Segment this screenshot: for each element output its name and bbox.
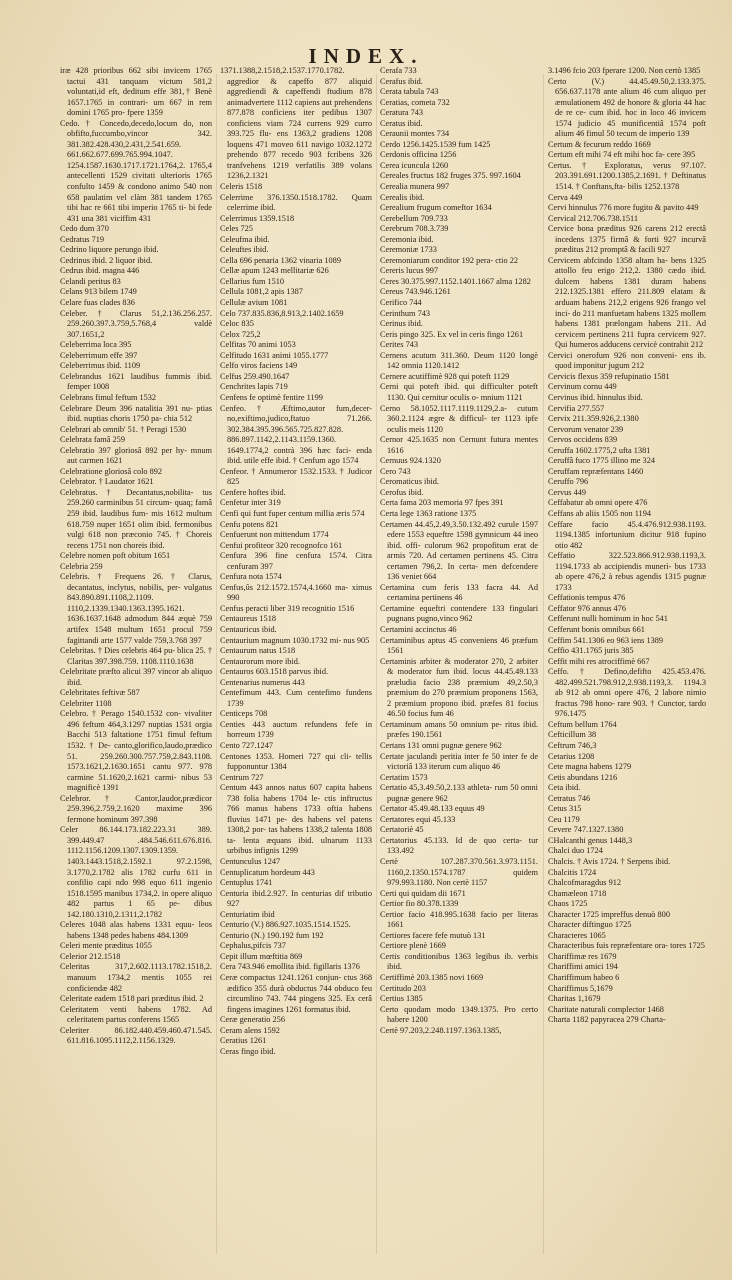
index-entry: Celebrari ab omnib' 51. † Peragi 1530 (60, 424, 187, 434)
index-entry: Centauricus ibid. (220, 624, 277, 634)
index-entry: Celebre nomen poft obitum 1651 (60, 551, 171, 561)
index-entry: Celebratione gloriosâ colo 892 (60, 466, 163, 476)
index-entry: Cernor 425.1635 non Cernunt futura mentes 1616 (380, 435, 538, 455)
index-entry: Centaurium magnum 1030.1732 mi- nus 905 (220, 635, 370, 645)
index-entry: Cerafus ibid. (380, 76, 423, 86)
index-entry: Character 1725 impreffus denuò 800 (548, 909, 670, 919)
index-entry: Cevere 747.1327.1380 (548, 825, 624, 835)
index-entry: Celfus 259.490.1647 (220, 371, 290, 381)
index-entry: Celeriter 86.182.440.459.460.471.545. 611.816.1095.1112,2.1156.1329. (60, 1025, 212, 1046)
index-entry: Cellula 1081,2 apis 1387 (220, 287, 303, 297)
index-entry: Cerealis ibid. (380, 192, 425, 202)
index-entry: Centauros 603.1518 parvus ibid. (220, 667, 329, 677)
index-entry: Cenfetur inter 319 (220, 498, 281, 508)
index-entry: Ceruffâ fuco 1775 illino me 324 (548, 456, 655, 466)
index-entry: Ceruffo 796 (548, 477, 589, 487)
index-entry: Chalcitis 1724 (548, 867, 597, 877)
index-entry: Character diftinguo 1725 (548, 920, 632, 930)
index-entry: Cenfus peracti liber 319 recognitio 1516 (220, 603, 355, 613)
index-entry: Certior fio 80.378.1339 (380, 899, 459, 909)
index-entry: Cervi hinnulus 776 more fugito & pavito 449 (548, 203, 699, 213)
index-entry: Celebritate præfto alicui 397 vincor ab aliquo ibid. (60, 667, 212, 687)
index-entry: Celebrans fimul feftum 1532 (60, 392, 157, 402)
index-entry: Centaurorum more ibid. (220, 656, 300, 666)
index-entry: Ceræ generatio 256 (220, 1015, 285, 1025)
index-entry: Cenfeo. † Æftimo,autor fum,decer- no,exiftimo,judico,ftatuo 71.266. 302.384.395.396.565.725.827.828. 886.897.1142,2.1143.1159.1360. 1649.1774,2 contrà 396 hæc faci- enda ibid. utile effe ibid. † Cenfum ago 1574 (220, 403, 372, 466)
index-entry: Centrum 727 (220, 772, 264, 782)
index-entry: Celox 725,2 (220, 329, 261, 339)
index-entry: Celeufma ibid. (220, 234, 270, 244)
index-entry: Cervos occidens 839 (548, 435, 618, 445)
index-entry: Cedrinus ibid. 2 liquor ibid. (60, 255, 153, 265)
index-entry: Cedratus 719 (60, 234, 105, 244)
index-entry: Cerites 743 (380, 340, 419, 350)
index-entry: Certaminis arbiter & moderator 270, 2 arbiter & moderator fum ibid. locus 44.45.49.133 præludia facio 238 præmium 49,2.50,3 præmium do 270 præmium proponens 1563, 2 præmium propono ibid. præfes 81 focius 46.50 focius fum 46 (380, 656, 538, 719)
index-entry: Ceromaticus ibid. (380, 477, 439, 487)
index-entry: Celebratus. † Decantatus,nobilita- tus 259.260 carminibus 51 circum- quaq; famâ 259 ibid. laudibus fum- mis 1612 multum 618.759 nuper 1651 olim ibid. fermonibus vulgi 618 non præconio 745. † Choreis recens 1751 non choreis ibid. (60, 487, 212, 550)
index-column-2 (220, 66, 372, 1057)
index-entry: Celfitas 70 animi 1053 (220, 340, 296, 350)
index-entry: Ceffator 976 annus 476 (548, 603, 626, 613)
index-entry: Certatorius 45.133. Id de quo certa- tur 133.492 (380, 835, 538, 856)
index-entry: Certatores equi 45.133 (380, 814, 456, 824)
index-entry: Cervus 449 (548, 487, 587, 497)
index-entry: Certamina cum feris 133 facra 44. Ad certamina pertinens 46 (380, 582, 538, 603)
index-entry: Cernens acutum 311.360. Deum 1120 longè 142 omnia 1120.1412 (380, 350, 538, 371)
index-entry: Cenfu potens 821 (220, 519, 279, 529)
index-entry: Cedo dum 370 (60, 224, 109, 234)
index-entry: Cervice bona præditus 926 carens 212 erectâ incedens 1375 firmâ & forti 927 incurvâ præditus 212 promptâ & facili 927 (548, 224, 706, 255)
index-entry: Charta 1182 papyracea 279 Charta- (548, 1015, 666, 1025)
index-entry: Cetus 315 (548, 804, 582, 814)
index-entry: Certa fama 203 memoria 97 fpes 391 (380, 498, 504, 508)
index-entry: Cefferunt nulli hominum in hoc 541 (548, 614, 668, 624)
index-entry: Celoc 835 (220, 319, 254, 329)
index-entry: Cenfens fe optimè fentire 1199 (220, 392, 323, 402)
index-entry: Celebrandus 1621 laudibus fummis ibid. femper 1008 (60, 371, 212, 392)
index-entry: Celebria 259 (60, 561, 103, 571)
index-entry: Celerior 212.1518 (60, 951, 121, 961)
index-entry: Cerealia munera 997 (380, 182, 450, 192)
index-entry: Cervici onerofum 926 non conveni- ens ib. quod imponitur jugum 212 (548, 350, 706, 371)
index-entry: Celebro. † Perago 1540.1532 con- vivaliter 496 feftum 464,3.1297 nuptias 1531 orgia Bacchi 513 faltatione 1751 fimul feftum 1532. † De- canto,glorifico,laudo,prædico 51. 259.260.300.757.759,2.843.1108. 1573.1621,2.1630.1651 cantu 977. 978 carmine 51.1620,2.1621 carmi- nibus 53 magnificè 1391 (60, 709, 212, 793)
index-entry: Cella 696 penaria 1362 vinaria 1089 (220, 255, 341, 265)
index-entry: Ceremoniarum conditor 192 pera- ctio 22 (380, 255, 519, 265)
index-entry: Cellarius fum 1510 (220, 276, 285, 286)
index-entry: Cervicem abfcindo 1358 altam ha- bens 1325 attollo feu erigo 212,2. 1380 cædo ibid. dulcem habens 1381 duram habens 212.1325.1381 effero 211.809 elatam & arduam habens 212,2 erigens 926 frango vel inci- do 211 manfuetam habens 1325 mollem habens 1381 prælongam habens 211. Ad cervicem pertinens 211 fupra cervicem 927. Qui humeros adducens cervicè contrahit 212 (548, 255, 706, 350)
index-entry: Ceruffa 1602.1775,2 ufta 1381 (548, 445, 651, 455)
index-entry: Celebrator. † Laudator 1621 (60, 477, 154, 487)
index-entry: Centaureus 1518 (220, 614, 276, 624)
index-entry: Certiffimè 203.1385 novi 1669 (380, 973, 484, 983)
index-entry: Cervix 211.359.926,2.1380 (548, 414, 639, 424)
index-entry: Chariffimi amici 194 (548, 962, 618, 972)
index-entry: Chalcis. † Avis 1724. † Serpens ibid. (548, 857, 671, 867)
index-entry: Cernuus 924.1320 (380, 456, 441, 466)
index-entry: Cefferunt bonis omnibus 661 (548, 624, 645, 634)
index-entry: Certis conditionibus 1363 legibus ib. verbis ibid. (380, 951, 538, 972)
index-entry: Chaos 1725 (548, 899, 588, 909)
index-entry: Ceratius 1261 (220, 1036, 267, 1046)
index-entry: Centunculus 1247 (220, 857, 281, 867)
index-entry: Cerinthum 743 (380, 308, 431, 318)
index-entry: Centaurum natus 1518 (220, 646, 296, 656)
index-entry: Ceftrum 746,3 (548, 741, 597, 750)
index-entry: Ceratias, cometa 732 (380, 97, 450, 107)
index-entry: Cellulæ avium 1081 (220, 298, 288, 308)
index-entry: Ceu 1179 (548, 814, 580, 824)
index-entry: Cete magna habens 1279 (548, 762, 632, 772)
index-entry: Certatim 1573 (380, 772, 428, 782)
index-entry: Ceremoniæ 1733 (380, 245, 437, 255)
index-entry: Cervifia 277.557 (548, 403, 605, 413)
index-entry: Ceffans ab aliis 1505 non 1194 (548, 508, 652, 518)
index-entry: Certior facio 418.995.1638 facio per literas 1661 (380, 909, 538, 930)
index-entry: Certiores facere fefe mutuò 131 (380, 930, 486, 940)
index-entry: Certamen 44.45,2.49,3.50.132.492 curule 1597 edere 1553 equeftre 1598 gymnicum 44 ineo ibid. offi- culorum 962 propofitum erat de armis 720. Ad certamen pertinens 45. Citra certamen 796,2. In certa- men defcendere 136 veniet 664 (380, 519, 538, 582)
index-entry: Cenfere hoftes ibid. (220, 487, 286, 497)
index-entry: Centiceps 708 (220, 709, 268, 719)
index-entry: Ceffio 431.1765 juris 385 (548, 646, 634, 656)
index-entry: Centuplus 1741 (220, 878, 273, 888)
index-entry: Ceras fingo ibid. (220, 1046, 276, 1056)
index-entry: Cefticillum 38 (548, 730, 597, 740)
index-entry: Celeritatem venti habens 1782. Ad celeritatem partus conferens 1565 (60, 1004, 212, 1025)
index-entry: Cero 743 (380, 466, 411, 476)
index-entry: Celeritas 317,2.602.1113.1782.1518,2. manuum 1734,2 mentis 1055 rei conficiendæ 482 (60, 962, 212, 993)
index-entry: Celeuftes ibid. (220, 245, 269, 255)
index-entry: Celfitudo 1631 animi 1055.1777 (220, 350, 329, 360)
index-entry: Cerifico 744 (380, 298, 422, 308)
index-entry: Characteribus fuis repræfentare ora- tores 1725 (548, 941, 705, 951)
index-entry: Celebritas. † Dies celebris 464 pu- blica 25. † Claritas 397.398.759. 1108.1110.1638 (60, 646, 212, 666)
index-entry: Chamæleon 1718 (548, 888, 607, 898)
index-column-3 (380, 66, 538, 1036)
index-entry: Centurio (V.) 886.927.1035.1514.1525. (220, 920, 351, 930)
index-entry: Celerrime 376.1350.1518.1782. Quam celerrime ibid. (220, 192, 372, 213)
index-entry: Celandi peritus 83 (60, 276, 121, 286)
index-entry: Celebrare Deum 396 natalitia 391 nu- ptias ibid. nuptias choris 1750 pa- chia 512 (60, 403, 212, 424)
index-entry: Celes 725 (220, 224, 253, 234)
index-entry: Celfo viros faciens 149 (220, 361, 298, 371)
index-entry: Ceta ibid. (548, 783, 581, 793)
index-entry: Centuria ibid.2.927. In centurias dif tributio 927 (220, 888, 372, 909)
index-entry: Cento 727.1247 (220, 741, 274, 750)
index-entry: Ceffo. † Defino,defifto 425.453.476. 482.499.521.798.912,2.938.1193,3. 1194.3 ab 912 ab omni opere 476, 2 labore nimio fractus 798 hono- rare 903. † Cunctor, tardo 976.1475 (548, 667, 706, 719)
index-entry: Ceraunii montes 734 (380, 129, 450, 139)
index-entry: Ceram alens 1592 (220, 1025, 280, 1035)
index-entry: Cellæ apum 1243 mellitariæ 626 (220, 266, 329, 276)
index-entry: Cedo. † Concedo,decedo,locum do, non obfifto,fuccumbo,vincor 342. 381.382.428.430,2.431,2.541.659. 661.662.677.699.765.994.1047. 1254.1587.1630.1717.1721.1764,2. 1765,4 antecellenti 1529 civitati ulterioris 1765 confulto 1459 & condono animo 540 non 658 paulatim vel clàm 381 tandem 1765 tibi hac re 661 tibi imperio 1765 ti- bi fede 431 una 381 viciffim 431 (60, 118, 212, 223)
index-entry: Cedrus ibid. magna 446 (60, 266, 140, 276)
index-entry: Charitas 1,1679 (548, 994, 601, 1004)
index-entry: Celebrata famâ 259 (60, 435, 125, 445)
index-entry: Ceris pingo 325. Ex vel in ceris fingo 1261 (380, 329, 524, 339)
index-entry: Certius 1385 (380, 994, 423, 1004)
index-entry: Cerebellum 709.733 (380, 213, 448, 223)
index-entry: Certitudo 203 (380, 983, 426, 993)
index-entry: Certo (V.) 44.45.49.50,2.133.375. 656.637.1178 ante alium 46 cum aliquo per æmulationem 492 de honore & gloria 44 hac de re ce- cum ibid. hoc in loco 46 invicem 1574 judicio 45 munificentiâ 1574 poft alium 46 fimul 50 tecum de imperio 139 (548, 76, 706, 139)
index-entry: Cenfura 396 fine cenfura 1574. Citra cenfuram 397 (220, 551, 372, 571)
index-entry: Certus. † Exploratus, verus 97.107. 203.391.691.1200.1385,2.1691. † Deftinatus 1514. † Conftans,fta- bilis 1252.1378 (548, 160, 706, 192)
index-entry: 3.1496 fcio 203 fperare 1200. Non certò 1385 (548, 66, 701, 75)
index-entry: Cervical 212.706.738.1511 (548, 213, 639, 223)
index-entry: Ceffit mihi res atrociffimè 667 (548, 656, 650, 666)
index-entry: Celeritate eadem 1518 pari præditus ibid. 2 (60, 994, 204, 1004)
index-entry: iræ 428 prioribus 662 sibi invicem 1765 tactui 431 tanquam victum 581,2 voluntati,id eft, deditum effe 381,† Benè 1657.1765 in contrari- um 667 in rem domini 1765 pro- fpere 1359 (60, 66, 212, 118)
index-entry: Cervicis flexus 359 refupinatio 1581 (548, 371, 670, 381)
index-entry: Cenfi qui funt fuper centum millia æris 574 (220, 508, 365, 518)
index-entry: Cenfeor. † Annumeror 1532.1533. † Judicor 825 (220, 466, 372, 487)
index-entry: Chalci duo 1724 (548, 846, 603, 856)
index-entry: Ceres 30.375.997.1152.1401.1667 alma 1282 (380, 276, 531, 286)
index-entry: Cedrino liquore perungo ibid. (60, 245, 159, 255)
index-entry: Celeris 1518 (220, 182, 263, 192)
index-entry: Cerafa 733 (380, 66, 417, 75)
index-entry: Ceremonia ibid. (380, 234, 434, 244)
index-entry: Cerva 449 (548, 192, 583, 202)
index-entry: Centurio (N.) 190.192 fum 192 (220, 930, 324, 940)
index-entry: Cera 743.946 emollita ibid. figillaris 1376 (220, 962, 360, 972)
index-entry: Cerdonis officina 1256 (380, 150, 457, 160)
index-entry: Celeber. † Clarus 51,2.136.256.257. 259.260.397.3.759,5.768,4 valdè 307.1651,2 (60, 308, 212, 339)
index-entry: Cepit illum mœftitia 869 (220, 951, 303, 961)
index-entry: Cerinus ibid. (380, 319, 423, 329)
index-entry: Ceratura 743 (380, 108, 424, 118)
index-entry: Cerebrum 708.3.739 (380, 224, 449, 234)
index-entry: Centum 443 annos natus 607 capita habens 738 folia habens 1704 le- ctis inftructus 766 manus habens 1733 oftia habens fluvius 1471 pe- des habens vel patens 1308,2 por- tas habens 1338,2 talenta 1808 ta- lenta æquans ibid. ulnarum 1133 urbibus infignis 1299 (220, 783, 372, 856)
index-entry: Cephalus,pifcis 737 (220, 941, 286, 951)
index-entry: Certo quodam modo 1349.1375. Pro certo habere 1200 (380, 1004, 538, 1025)
index-entry: Celebratio 397 gloriosâ 892 per hy- mnum aut carmen 1621 (60, 445, 212, 466)
index-entry: Certum & fecurum reddo 1669 (548, 139, 651, 149)
index-entry: Cenfui profiteor 320 recognofco 161 (220, 540, 343, 550)
index-entry: Certatio 45,3.49.50,2.133 athleta- rum 50 omni pugnæ genere 962 (380, 783, 538, 803)
index-entry: Cerni qui poteft ibid. qui difficulter poteft 1130. Qui cernitur oculis o- mnium 1121 (380, 382, 538, 402)
index-entry: Ceffabatur ab omni opere 476 (548, 498, 648, 508)
index-entry: Certiore plenè 1669 (380, 941, 446, 951)
index-entry: Celerrimus 1359.1518 (220, 213, 295, 223)
index-entry: Celeres 1048 alas habens 1331 equu- leos habens 1348 pedes habens 484.1309 (60, 920, 212, 940)
index-entry: Certè 107.287.370.561.3.973.1151. 1160,2.1350.1574.1787 quidem 979.993.1180. Non certè 1157 (380, 857, 538, 888)
index-entry: Charitate naturali complector 1468 (548, 1004, 664, 1014)
index-entry: Cerea icuncula 1260 (380, 160, 449, 170)
index-entry: Chariffimus 5,1679 (548, 983, 613, 993)
index-entry: Ceffim 541.1306 eo 963 iens 1389 (548, 635, 664, 645)
index-entry: Ceffatio 322.523.866.912.938.1193,3. 1194.1733 ab accipiendis munerì- bus 1733 ab opere 476,2 à rebus agendis 1315 pugnæ 1733 (548, 551, 706, 592)
index-entry: Ceftum bellum 1764 (548, 719, 617, 729)
index-entry: Certa lege 1363 ratione 1375 (380, 508, 477, 518)
index-entry: Cereales fructus 182 fruges 375. 997.1604 (380, 171, 521, 181)
index-entry: Certamini accinctus 46 (380, 624, 457, 634)
index-entry: Centenarius numerus 443 (220, 677, 305, 687)
index-entry: Cereris lucus 997 (380, 266, 439, 276)
index-entry: Certè 97.203,2.248.1197.1363.1385, (380, 1025, 502, 1035)
index-entry: Cerofus ibid. (380, 487, 424, 497)
index-entry: Certans 131 omni pugnæ genere 962 (380, 741, 502, 750)
index-entry: Cenchrites lapis 719 (220, 382, 288, 392)
index-entry: Celo 737.835.836,8.913,2.1402.1659 (220, 308, 344, 318)
index-entry: Certate jaculandi peritia inter fe 50 inter fe de victoriâ 133 iterum cum aliquo 46 (380, 751, 538, 772)
index-columns (0, 66, 732, 1266)
index-entry: Cerdo 1256.1425.1539 fum 1425 (380, 139, 491, 149)
index-entry: Certaminum amans 50 omnium pe- ritus ibid. præfes 190.1561 (380, 719, 538, 740)
index-entry: Characteres 1065 (548, 930, 606, 940)
index-column-4 (548, 66, 706, 1026)
index-entry: Celeberrimum effe 397 (60, 350, 138, 360)
index-entry: Chariffimum habeo 6 (548, 973, 620, 983)
index-entry: Cenfuerunt non mittendum 1774 (220, 530, 329, 540)
index-entry: Cerno 58.1052.1117.1119.1129,2.a- cutum 360.2.1124 ægre & difficul- ter 1123 ipfe oculis meis 1120 (380, 403, 538, 434)
index-column-1 (60, 66, 212, 1047)
index-entry: Celebriter 1108 (60, 698, 112, 708)
index-entry: Centies 443 auctum refundens fefe in horreum 1739 (220, 719, 372, 740)
index-entry: Centuriatim ibid (220, 909, 275, 919)
index-entry: Cenfus,ûs 212.1572.1574,4.1660 ma- ximus 990 (220, 582, 372, 603)
index-entry: Ceffationis tempus 476 (548, 593, 626, 603)
index-entry: Centones 1353. Homeri 727 qui cli- tellis fupponuntur 1384 (220, 751, 372, 772)
index-entry: Ceratus ibid. (380, 118, 423, 128)
index-entry: Cetarius 1208 (548, 751, 595, 761)
running-head: INDEX. (308, 44, 424, 68)
index-entry: Cervinum cornu 449 (548, 382, 617, 392)
index-entry: Cervinus ibid. hinnulus ibid. (548, 392, 643, 402)
index-entry: Celans 913 bilem 1749 (60, 287, 137, 297)
index-entry: Celer 86.144.173.182.223.31 389. 399.449.47 .484.546.611.676.816. 1112.1156.1209.1307.1309.1359. 1403.1443.1518,2.1592.1 97.2.1598, 3.1770,2.1782 alis 1782 curfu 611 in confilio capi ndo 998 equo 611 ingenio 1518.1595 manibus 1734,2. in opere aliquo 482 partus 1 65 pe- dibus 142.180.1310,2.1311,2.1782 (60, 825, 212, 919)
index-entry: Cenfura nota 1574 (220, 572, 282, 582)
index-entry: Celebritates feftivæ 587 (60, 688, 140, 698)
index-entry: Cetis abundans 1216 (548, 772, 618, 782)
index-entry: Certator 45.49.48.133 equus 49 (380, 804, 485, 814)
index-entry: Cereus 743.946.1261 (380, 287, 451, 297)
index-entry: Centuplicatum hordeum 443 (220, 867, 315, 877)
index-entry: Certum eft mihi 74 eft mihi hoc fa- cere 395 (548, 150, 696, 160)
index-entry: Chariffimæ res 1679 (548, 951, 617, 961)
index-entry: Celeberrimus ibid. 1109 (60, 361, 141, 371)
index-entry: Certatoriè 45 (380, 825, 424, 835)
index-entry: CHalcanthi genus 1448,3 (548, 835, 633, 845)
index-entry: Certi qui quidam dii 1671 (380, 888, 466, 898)
index-entry: Cernere acutiffimè 928 qui poteft 1129 (380, 371, 510, 381)
index-entry: Celeri mente præditus 1055 (60, 941, 152, 951)
index-entry: Centefimum 443. Cum centefimo fundens 1739 (220, 688, 372, 708)
index-entry: 1371.1388,2.1518,2.1537.1770.1782. aggredior & capeffo 877 aliquid aggrediendi & capeffendi ftudium 878 animadvertere 1112 capiens aut prehendens 877.878 conficiens iter pedibus 1307 conficiens viam 724 currens 929 curro 393.725 flu- ens 1363,2 gradiens 1208 loquens 471 moveo 611 navigo 1032.1272 prehendo 877 recedo 903 fcribens 326 tranfvehens 1219 verfatilis 389 volans 1236,2.1321 (220, 66, 372, 181)
index-entry: Certamine equeftri contendere 133 fingulari pugnans pugno,vinco 962 (380, 603, 538, 624)
index-entry: Certaminibus aptus 45 conveniens 46 præfum 1561 (380, 635, 538, 656)
index-entry: Chalcofmaragdus 912 (548, 878, 622, 888)
index-entry: Celeberrima loca 395 (60, 340, 132, 350)
index-entry: Ceræ compactus 1241.1261 conjun- ctus 368 ædifico 355 durà obductus 744 obduco feu circumlino 743. 744 pingens 325. Ex cerâ fingens imagines 1261 formatus ibid. (220, 973, 372, 1014)
index-entry: Ceffare facio 45.4.476.912.938.1193. 1194.1385 infortunium dicitur 918 fupino otio 482 (548, 519, 706, 550)
index-entry: Cetratus 746 (548, 793, 591, 803)
index-entry: Cervorum venator 239 (548, 424, 624, 434)
index-entry: Celebror. † Cantor,laudor,prædicor 259.396,2.759,2.1620 maxime 396 fermone hominum 397.398 (60, 793, 212, 824)
index-entry: Celebris. † Frequens 26. † Clarus, decantatus, inclytus, nobilis, per- vulgatus 843.890.891.1108,2.1109. 1110,2.1339.1340.1363.1395.1621. 1636.1637.1648 admodum 844 æquè 759 artifex 1548 multum 1651 procul 759 fagittandi arte 1577 valde 759,3.768 397 (60, 572, 212, 645)
index-entry: Cerealium frugum comeftor 1634 (380, 203, 492, 213)
index-entry: Ceruffam repræfentans 1460 (548, 466, 644, 476)
index-entry: Cerata tabula 743 (380, 87, 439, 97)
index-entry: Celare fuas clades 836 (60, 298, 135, 308)
